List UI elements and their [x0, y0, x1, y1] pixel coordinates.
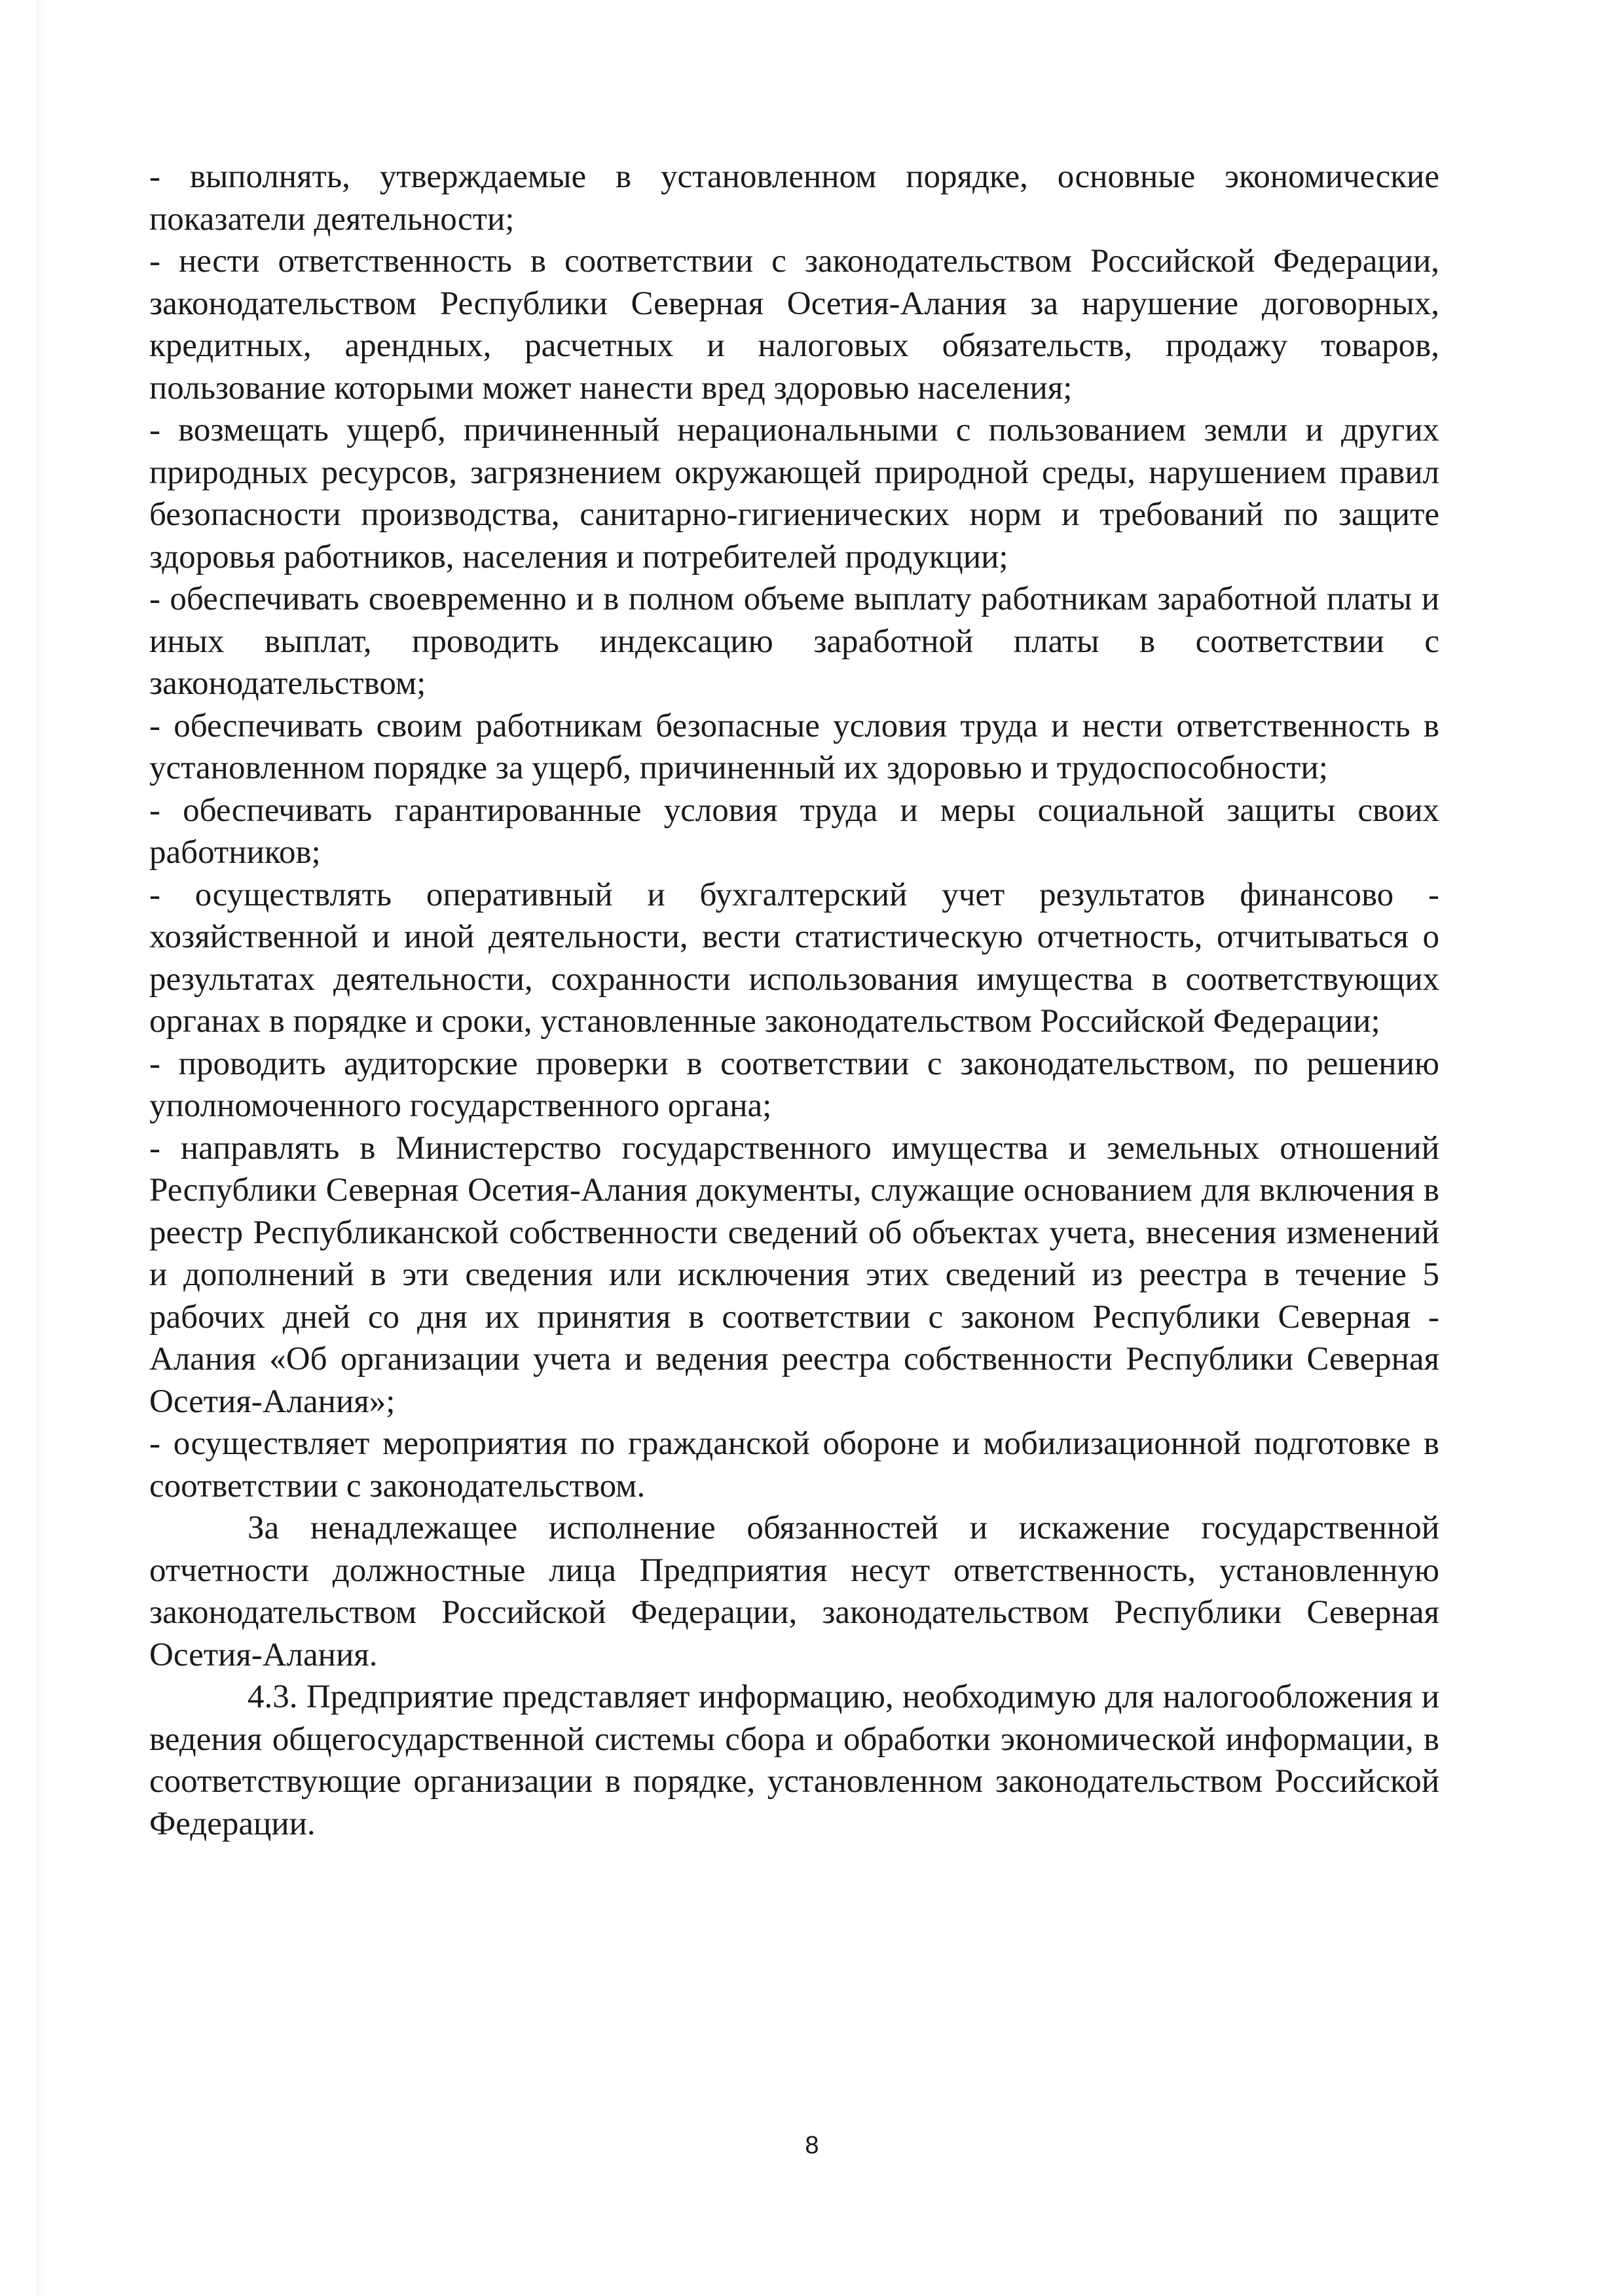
document-body	[149, 156, 1439, 1845]
paragraph-wage-payment: - обеспечивать своевременно и в полном объеме выплату работникам заработной платы и иных выплат, проводить индексацию заработной платы в соответствии с законодательством;	[149, 581, 1439, 702]
paragraph-section-4-3: 4.3. Предприятие представляет информацию, необходимую для налогообложения и ведения общегосударственной системы сбора и обработки экономической информации, в соответствующие организации в порядке, установленном законодательством Российской Федерации.	[149, 1679, 1439, 1842]
paragraph-social-protection: - обеспечивать гарантированные условия труда и меры социальной защиты своих работников;	[149, 792, 1439, 871]
paragraph-civil-defense: - осуществляет мероприятия по гражданской обороне и мобилизационной подготовке в соответствии с законодательством.	[149, 1425, 1439, 1504]
paragraph-damage-compensation: - возмещать ущерб, причиненный нерациональными с пользованием земли и других природных ресурсов, загрязнением окружающей природной среды, нарушением правил безопасности производства, санитарно-гигиенических норм и требований по защите здоровья работников, населения и потребителей продукции;	[149, 412, 1439, 575]
paragraph-safe-conditions: - обеспечивать своим работникам безопасные условия труда и нести ответственность в установленном порядке за ущерб, причиненный их здоровью и трудоспособности;	[149, 707, 1439, 786]
paragraph-economic-indicators: - выполнять, утверждаемые в установленном порядке, основные экономические показатели деятельности;	[149, 158, 1439, 238]
paragraph-audits: - проводить аудиторские проверки в соответствии с законодательством, по решению уполномоченного государственного органа;	[149, 1045, 1439, 1124]
page-number: 8	[805, 2132, 819, 2159]
paragraph-officials-responsibility: За ненадлежащее исполнение обязанностей и искажение государственной отчетности должностные лица Предприятия несут ответственность, установленную законодательством Российской Федерации, законодательством Республики Северная Осетия-Алания.	[149, 1510, 1439, 1673]
paragraph-liability: - нести ответственность в соответствии с законодательством Российской Федерации, законодательством Республики Северная Осетия-Алания за нарушение договорных, кредитных, арендных, расчетных и налоговых обязательств, продажу товаров, пользование которыми может нанести вред здоровью населения;	[149, 243, 1439, 407]
scan-edge-shadow	[37, 0, 47, 2296]
paragraph-accounting: - осуществлять оперативный и бухгалтерский учет результатов финансово - хозяйственной и иной деятельности, вести статистическую отчетность, отчитываться о результатах деятельности, сохранности использования имущества в соответствующих органах в порядке и сроки, установленные законодательством Российской Федерации;	[149, 876, 1439, 1040]
paragraph-registry-documents: - направлять в Министерство государственного имущества и земельных отношений Республики Северная Осетия-Алания документы, служащие основанием для включения в реестр Республиканской собственности сведений об объектах учета, внесения изменений и дополнений в эти сведения или исключения этих сведений из реестра в течение 5 рабочих дней со дня их принятия в соответствии с законом Республики Северная - Алания «Об организации учета и ведения реестра собственности Республики Северная Осетия-Алания»;	[149, 1129, 1439, 1420]
